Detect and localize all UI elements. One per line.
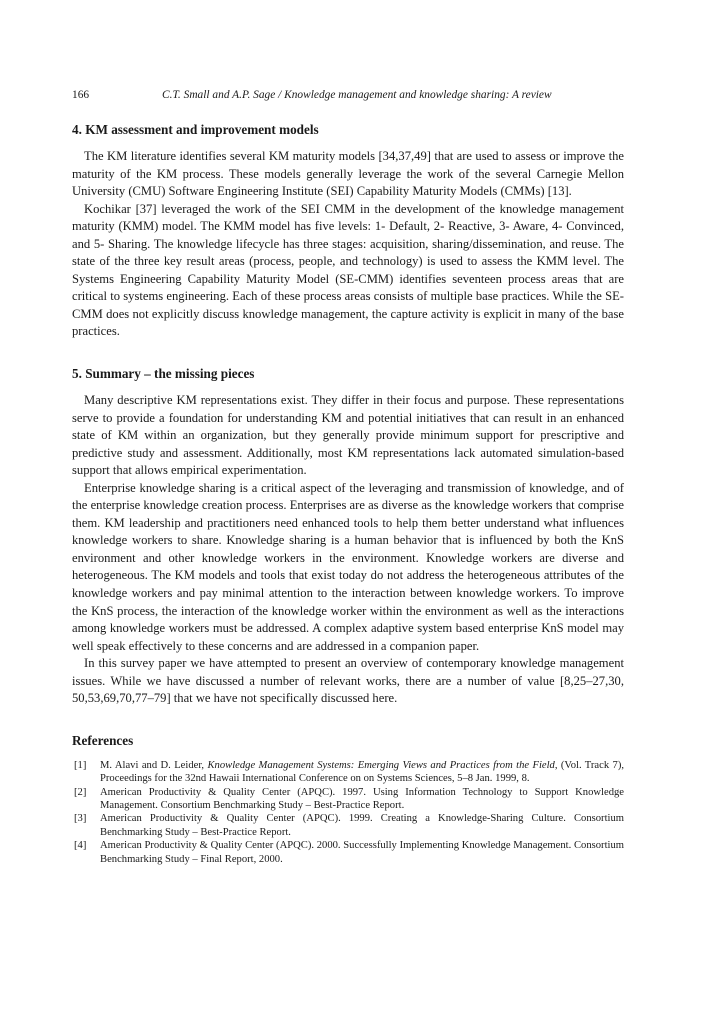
reference-text-part: , (Vol. Track 7), Proceedings for the 32nd Hawaii International Conference on on Systems Sciences, 5–8 Jan. 1999, 8. [100,759,624,785]
references-heading: References [72,732,134,748]
reference-number: [3] [74,813,87,825]
reference-item [72,812,624,839]
reference-text-part: M. Alavi and D. Leider, [100,759,208,771]
paragraph: The KM literature identifies several KM maturity models [34,37,49] that are used to assess or improve the maturity of the KM process. These models generally leverage the work of the several Carnegie Mellon University (CMU) Software Engineering Institute (SEI) Capability Maturity Models (CMMs) [13]. [72,149,624,199]
reference-text-part: American Productivity & Quality Center (APQC). 1999. Creating a Knowledge-Sharing Culture. Consortium Benchmarking Study – Best-Practice Report. [100,813,624,838]
paragraph: Enterprise knowledge sharing is a critical aspect of the leveraging and transmission of knowledge, and of the enterprise knowledge creation process. Enterprises are as diverse as the knowledge workers that comprise them. KM leadership and practitioners need enhanced tools to help them better understand what influences knowledge workers to share. Knowledge sharing is a human behavior that is influenced by both the KnS environment and other knowledge workers in the environment. Knowledge workers are diverse and heterogeneous. The KM models and tools that exist today do not address the heterogeneous attributes of the knowledge workers and pay minimal attention to the interaction between knowledge workers. To improve the KnS process, the interaction of the knowledge worker within the environment as well as the interactions among knowledge workers must be addressed. A complex adaptive system based enterprise KnS model may well speak effectively to these concerns and are addressed in a companion paper. [72,480,624,653]
reference-text [100,786,624,813]
page [72,88,624,866]
reference-text [100,839,624,866]
reference-item [72,759,624,786]
reference-text-part: American Productivity & Quality Center (APQC). 1997. Using Information Technology to Support Knowledge Management. Consortium Benchmarking Study – Best-Practice Report. [100,786,624,812]
reference-list [72,759,624,866]
reference-item [72,786,624,813]
running-title: C.T. Small and A.P. Sage / Knowledge management and knowledge sharing: A review [162,89,552,101]
reference-number: [4] [74,840,87,852]
reference-text [100,759,624,786]
reference-item [72,839,624,866]
reference-book-title: Knowledge Management Systems: Emerging Views and Practices from the Field [207,759,555,771]
section-5-body [72,392,624,708]
section-4-heading: 4. KM assessment and improvement models [72,122,319,137]
reference-text-part: American Productivity & Quality Center (APQC). 2000. Successfully Implementing Knowledge Management. Consortium Benchmarking Study – Final Report, 2000. [100,840,624,865]
running-head [72,88,624,102]
page-number: 166 [72,89,90,101]
paragraph: Kochikar [37] leveraged the work of the SEI CMM in the development of the knowledge management maturity (KMM) model. The KMM model has five levels: 1- Default, 2- Reactive, 3- Aware, 4- Convinced, and 5- Sharing. The knowledge lifecycle has three stages: acquisition, sharing/dissemination, and reuse. The state of the three key result areas (process, people, and technology) is used to assess the KMM level. The Systems Engineering Capability Maturity Model (SE-CMM) identifies seventeen process areas that are critical to systems engineering. Each of these process areas consists of multiple base practices. While the SE-CMM does not explicitly discuss knowledge management, the capture activity is explicit in many of the base practices. [72,201,624,339]
reference-number: [1] [74,759,87,771]
reference-number: [2] [74,786,87,798]
section-4-body [72,148,624,341]
reference-text [100,812,624,839]
paragraph: In this survey paper we have attempted to present an overview of contemporary knowledge management issues. While we have discussed a number of relevant works, there are a number of value [8,25–27,30, 50,53,69,70,77–79] that we have not specifically discussed here. [72,656,624,706]
paragraph: Many descriptive KM representations exist. They differ in their focus and purpose. These representations serve to provide a foundation for understanding KM and potential initiatives that can result in an enhanced state of KM within an organization, but they generally provide minimum support for prescriptive and predictive study and assessment. Additionally, most KM representations lack automated simulation-based support that allows empirical experimentation. [72,393,624,478]
section-5-heading: 5. Summary – the missing pieces [72,366,255,382]
